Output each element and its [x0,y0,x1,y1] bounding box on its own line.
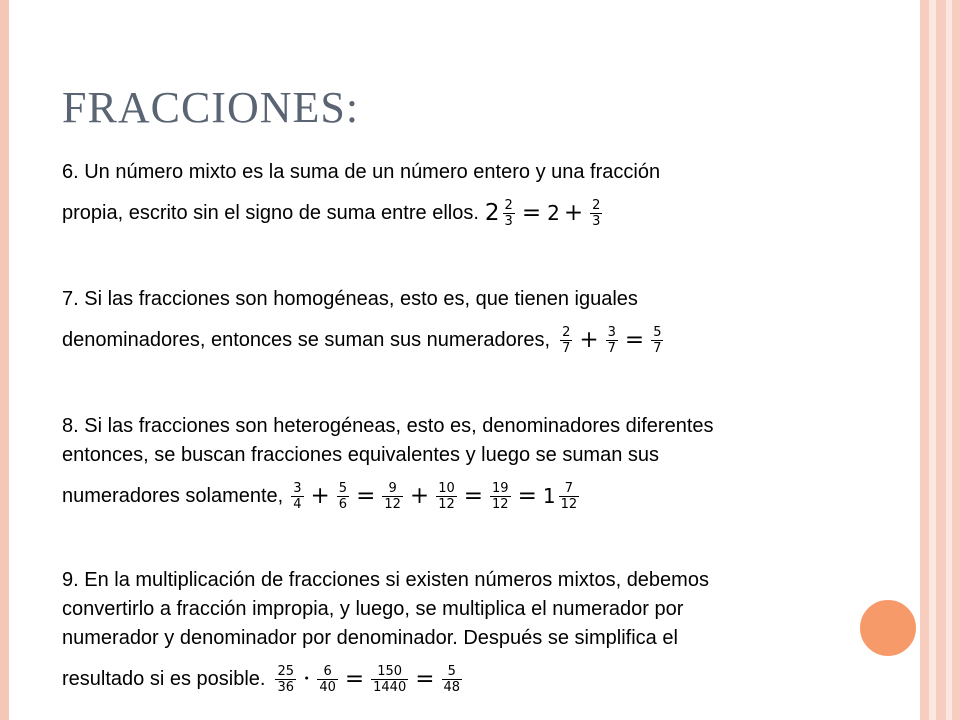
p9-line4 [62,653,862,705]
math-operator: + [310,482,330,509]
math-fraction: $\frac{2}{7}$ [562,324,571,356]
paragraph-8 [62,412,862,522]
math-fraction: $\frac{5}{7}$ [653,324,662,356]
math-whole: 2 [484,199,500,226]
p9-text: resultado si es posible. [62,667,266,690]
math-fraction: $\frac{5}{48}$ [443,663,461,695]
p9-line1: 9. En la multiplicación de fracciones si existen números mixtos, debemos [62,569,709,591]
math-operator: = [415,665,435,692]
p8-line3 [62,470,862,522]
math-fraction: $\frac{25}{36}$ [277,663,294,695]
p7-line1: 7. Si las fracciones son homogéneas, esto es, que tienen iguales [62,288,638,310]
decor-stripe [936,0,946,720]
p8-line2: entonces, se buscan fracciones equivalentes y luego se suman sus [62,444,660,466]
math-operator: = [521,199,542,226]
paragraph-9 [62,566,862,705]
p8-text: numeradores solamente, [62,484,284,507]
math-fraction: $\frac{6}{40}$ [319,663,336,695]
slide-title: FRACCIONES: [62,83,360,132]
math-operator: + [409,482,430,509]
math-operator: = [517,482,537,509]
math-operator: = [624,326,645,353]
math-fraction: $\frac{9}{12}$ [384,480,401,512]
paragraph-6 [62,158,862,239]
math-fraction: $\frac{5}{6}$ [338,480,348,512]
p7-line2 [62,314,862,366]
math-fraction: $\frac{10}{12}$ [438,480,455,512]
p6-line1: 6. Un número mixto es la suma de un número entero y una fracción [62,161,661,183]
math-fraction: $\frac{3}{4}$ [293,480,302,512]
math-operator: = [344,665,365,692]
decor-circle [857,597,919,659]
math-operator: + [563,199,584,226]
math-fraction: $\frac{2}{3}$ [592,197,601,229]
math-operator: + [579,326,599,353]
math-whole: 1 [542,483,556,508]
math-fraction: $\frac{7}{12}$ [560,480,578,512]
p9-line3: numerador y denominador por denominador. Después se simplifica el [62,627,678,649]
p6-text: propia, escrito sin el signo de suma entre ellos. [62,201,479,224]
p6-line2 [62,187,862,239]
math-fraction: $\frac{3}{7}$ [607,324,616,356]
p9-line2: convertirlo a fracción impropia, y luego, se multiplica el numerador por [62,598,684,620]
math-fraction: $\frac{2}{3}$ [504,197,513,229]
paragraph-7 [62,285,862,366]
math-fraction: $\frac{150}{1440}$ [373,663,407,695]
p7-text: denominadores, entonces se suman sus numeradores, [62,328,551,351]
decor-stripe [920,0,929,720]
decor-stripe [929,0,936,720]
math-operator: = [463,482,484,509]
decor-stripe [952,0,960,720]
math-fraction: $\frac{19}{12}$ [492,480,509,512]
math-operator: · [303,665,311,692]
p8-line1: 8. Si las fracciones son heterogéneas, esto es, denominadores diferentes [62,415,714,437]
math-whole: 2 [547,200,560,225]
math-operator: = [356,482,376,509]
